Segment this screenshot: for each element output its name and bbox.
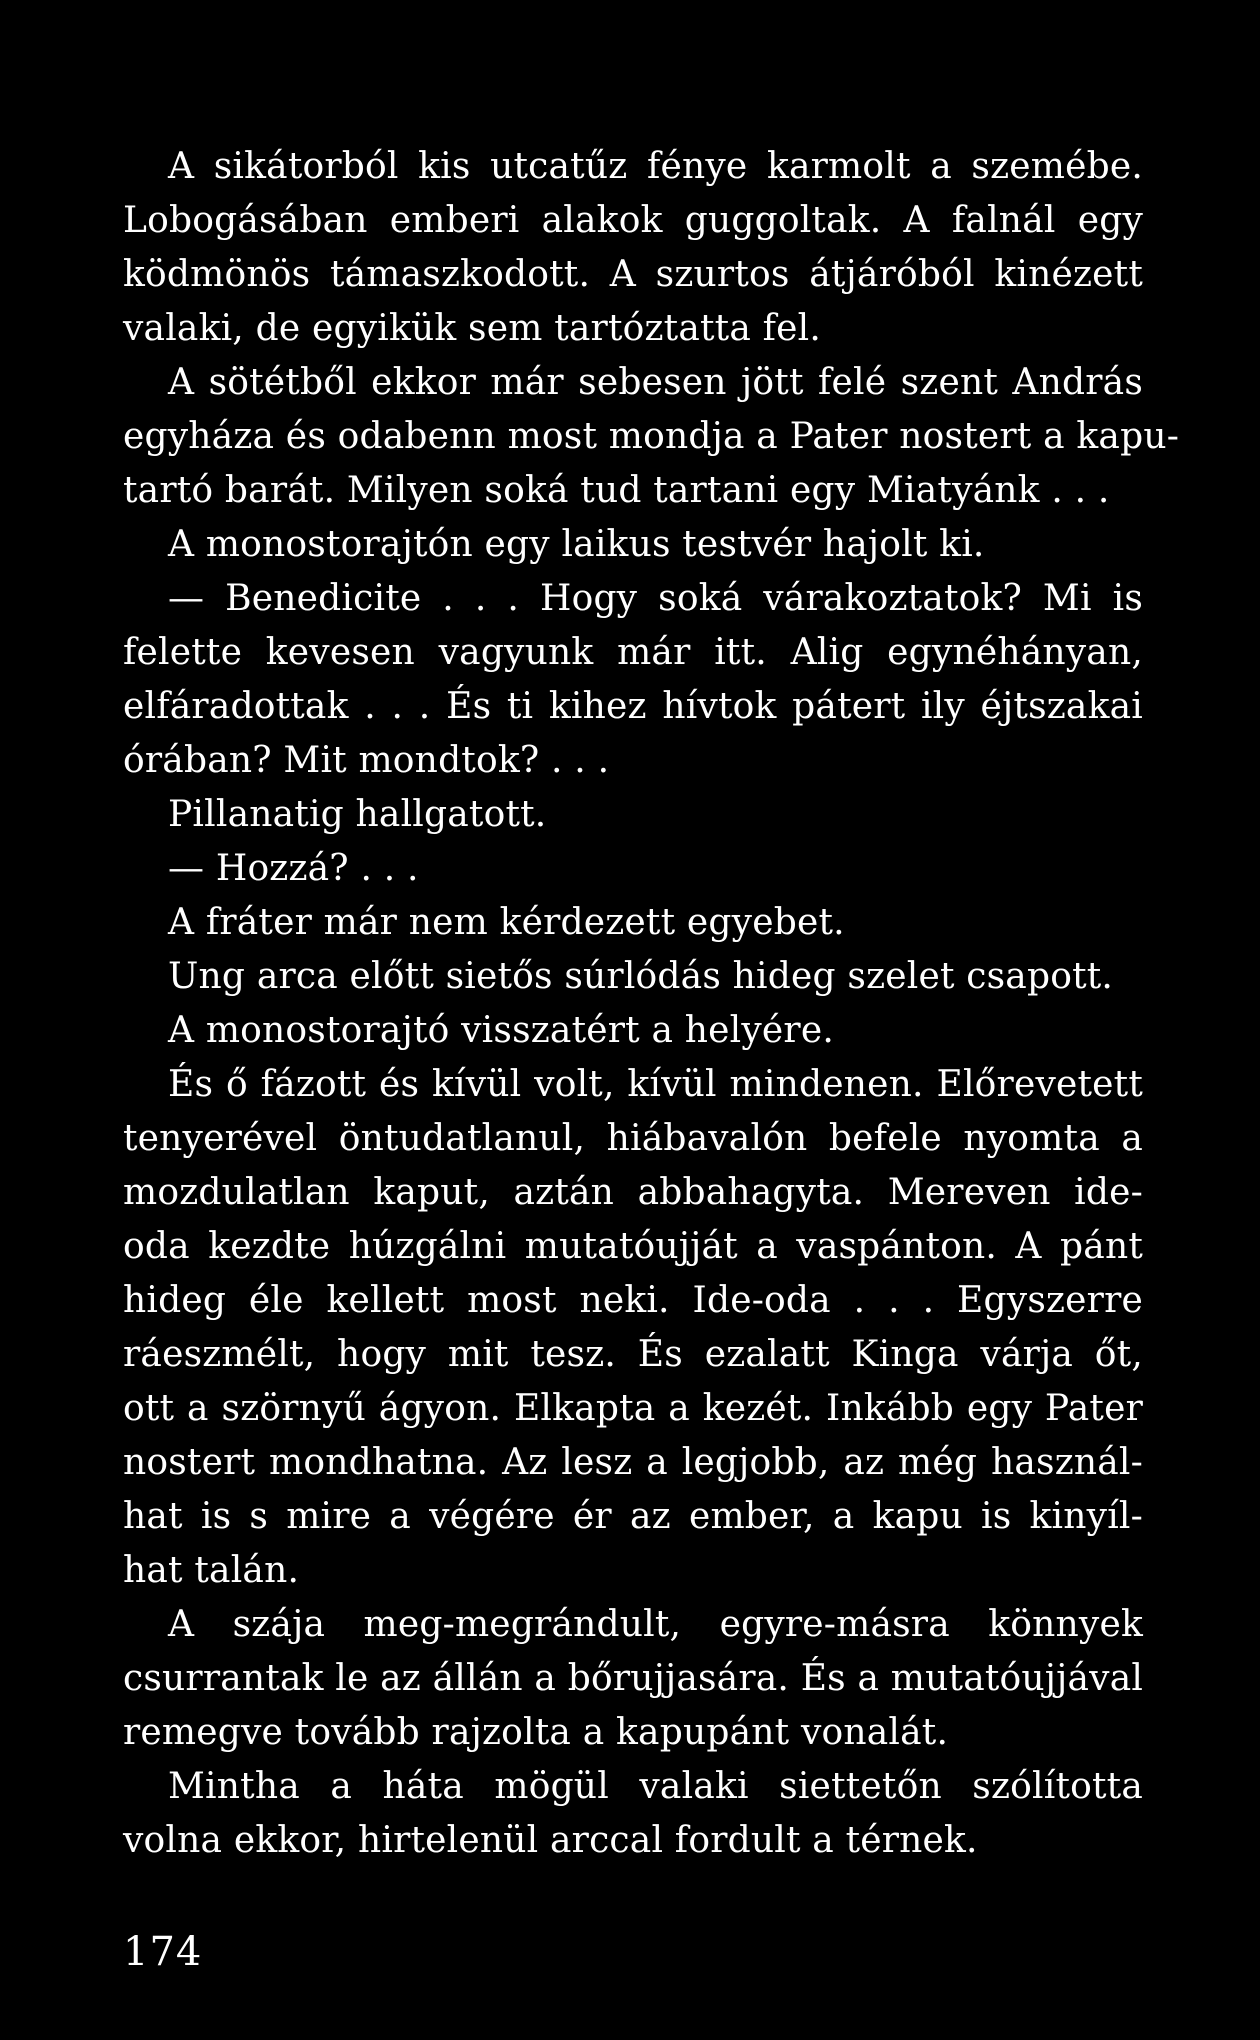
text-line: És ő fázott és kívül volt, kívül mindenen. Előrevetett (168, 1064, 1143, 1105)
text-line: hat is s mire a végére ér az ember, a kapu is kinyíl- (123, 1496, 1143, 1537)
text-line: tenyerével öntudatlanul, hiábavalón befele nyomta a (123, 1118, 1143, 1159)
text-line: csurrantak le az állán a bőrujjasára. És a mutatóujjával (123, 1658, 1144, 1699)
text-line: Pillanatig hallgatott. (168, 794, 547, 835)
text-line: órában? Mit mondtok? . . . (123, 740, 610, 781)
text-line: felette kevesen vagyunk már itt. Alig egynéhányan, (123, 632, 1143, 673)
text-line: A fráter már nem kérdezett egyebet. (168, 902, 845, 943)
text-line: ködmönös támaszkodott. A szurtos átjáróból kinézett (123, 254, 1143, 295)
text-line: mozdulatlan kaput, aztán abbahagyta. Mereven ide- (123, 1172, 1143, 1213)
text-line: egyháza és odabenn most mondja a Pater nostert a kapu- (123, 416, 1180, 457)
text-line: Mintha a háta mögül valaki siettetőn szólította (168, 1766, 1143, 1807)
text-line: A szája meg-megrándult, egyre-másra könnyek (168, 1604, 1143, 1645)
text-line: tartó barát. Milyen soká tud tartani egy Miatyánk . . . (123, 470, 1110, 511)
text-line: A sötétből ekkor már sebesen jött felé szent András (168, 362, 1143, 403)
text-line: — Benedicite . . . Hogy soká várakoztatok? Mi is (168, 578, 1143, 619)
page-number: 174 (123, 1929, 203, 1975)
text-line: ráeszmélt, hogy mit tesz. És ezalatt Kinga várja őt, (123, 1334, 1143, 1375)
text-line: valaki, de egyikük sem tartóztatta fel. (123, 308, 822, 349)
text-line: nostert mondhatna. Az lesz a legjobb, az még használ- (123, 1442, 1143, 1483)
text-line: hat talán. (123, 1550, 300, 1591)
text-line: elfáradottak . . . És ti kihez hívtok pátert ily éjtszakai (123, 686, 1143, 727)
text-line: — Hozzá? . . . (168, 848, 419, 889)
text-line: ott a szörnyű ágyon. Elkapta a kezét. Inkább egy Pater (123, 1388, 1143, 1429)
text-line: remegve tovább rajzolta a kapupánt vonalát. (123, 1712, 949, 1753)
text-line: Lobogásában emberi alakok guggoltak. A falnál egy (123, 200, 1143, 241)
text-line: A monostorajtón egy laikus testvér hajolt ki. (168, 524, 985, 565)
text-line: volna ekkor, hirtelenül arccal fordult a térnek. (123, 1820, 978, 1861)
text-line: A monostorajtó visszatért a helyére. (168, 1010, 834, 1051)
text-line: Ung arca előtt sietős súrlódás hideg szelet csapott. (168, 956, 1114, 997)
text-line: hideg éle kellett most neki. Ide-oda . . . Egyszerre (123, 1280, 1143, 1321)
text-line: A sikátorból kis utcatűz fénye karmolt a szemébe. (168, 146, 1143, 187)
text-line: oda kezdte húzgálni mutatóujját a vaspánton. A pánt (123, 1226, 1143, 1267)
